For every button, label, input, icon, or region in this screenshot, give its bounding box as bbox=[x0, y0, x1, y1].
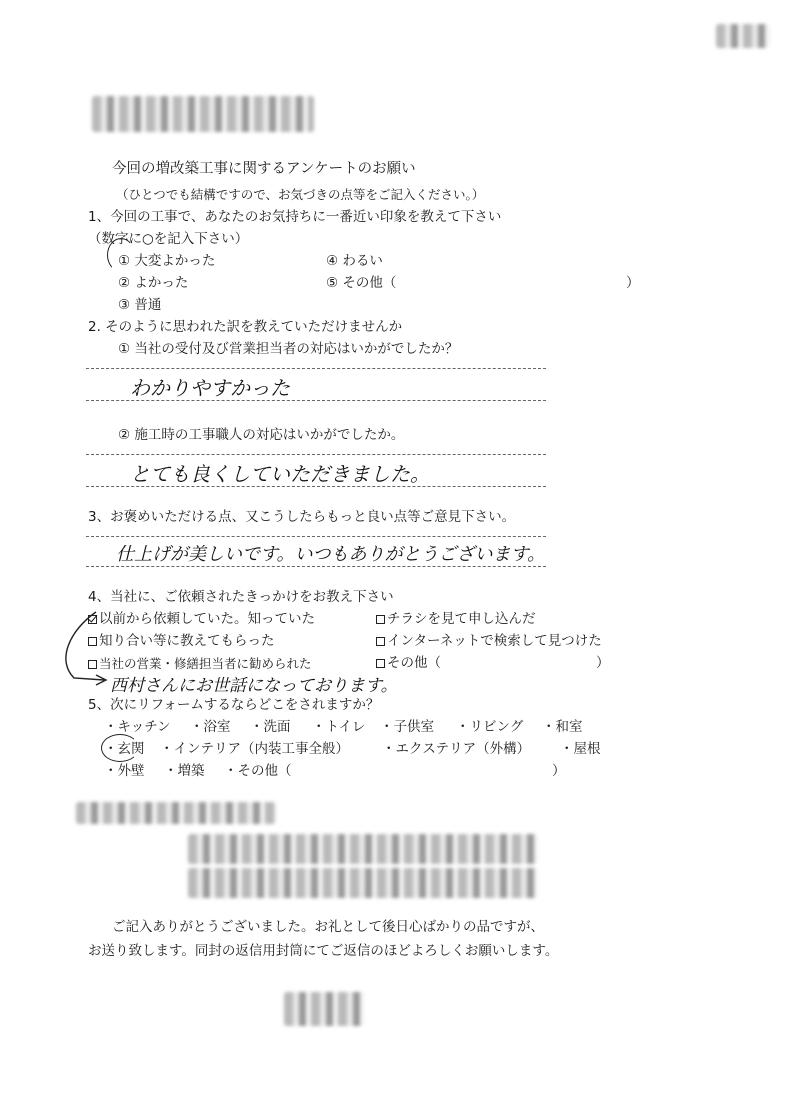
q5-option-living: ・リビング bbox=[456, 719, 524, 735]
q2-question: 2. そのように思われた訳を教えていただけませんか bbox=[88, 319, 403, 335]
q3-question: 3、お褒めいただける点、又こうしたらもっと良い点等ご意見下さい。 bbox=[88, 509, 516, 525]
q4-option-2-label: チラシを見て申し込んだ bbox=[387, 611, 536, 627]
q1-instruction: （数字に○を記入下さい） bbox=[88, 231, 249, 247]
q4-option-6-label: その他（ bbox=[387, 655, 441, 671]
q3-answer: 仕上げが美しいです。いつもありがとうございます。 bbox=[116, 544, 546, 565]
q2-sub1: ① 当社の受付及び営業担当者の対応はいかがでしたか？ bbox=[118, 341, 459, 357]
q1-option-5: ⑤ その他（ bbox=[326, 275, 397, 291]
q4-option-1-label: 以前から依頼していた。知っていた bbox=[99, 611, 315, 627]
q5-option-japanese-room: ・和室 bbox=[542, 719, 583, 735]
q2-answer2: とても良くしていただきました。 bbox=[130, 462, 430, 486]
q1-option-4: ④ わるい bbox=[326, 253, 383, 269]
q5-option-washroom: ・洗面 bbox=[250, 719, 291, 735]
q1-option-1: ① 大変よかった bbox=[118, 253, 216, 269]
q5-option-bath: ・浴室 bbox=[190, 719, 231, 735]
q1-option-3: ③ 普通 bbox=[118, 297, 162, 313]
q4-question: 4、当社に、ご依頼されたきっかけをお教え下さい bbox=[88, 589, 394, 605]
q5-option-other: ・その他（ bbox=[224, 763, 292, 779]
page-title: 今回の増改築工事に関するアンケートのお願い bbox=[112, 161, 416, 177]
q2-sub2: ② 施工時の工事職人の対応はいかがでしたか。 bbox=[118, 427, 405, 443]
q4-handwritten-note: 西村さんにお世話になっております。 bbox=[110, 676, 398, 696]
q5-option-entrance: ・玄関 bbox=[104, 741, 145, 757]
q1-option-2: ② よかった bbox=[118, 275, 189, 291]
q5-option-exterior: ・エクステリア（外構） bbox=[382, 741, 531, 757]
q5-option-roof: ・屋根 bbox=[560, 741, 601, 757]
q4-other-close: ） bbox=[596, 655, 610, 671]
closing-line1: ご記入ありがとうございました。お礼として後日心ばかりの品ですが、 bbox=[112, 919, 544, 935]
q4-option-5-label: 当社の営業・修繕担当者に勧められた bbox=[99, 656, 312, 671]
q5-option-toilet: ・トイレ bbox=[312, 719, 366, 735]
q5-option-interior: ・インテリア（内装工事全般） bbox=[160, 741, 349, 757]
q4-option-4-label: インターネットで検索して見つけた bbox=[387, 633, 602, 649]
q5-question: 5、次にリフォームするならどこをされますか？ bbox=[88, 697, 380, 713]
q1-question: 1、今回の工事で、あなたのお気持ちに一番近い印象を教えて下さい bbox=[88, 209, 502, 225]
q5-other-close: ） bbox=[552, 763, 566, 779]
page-subtitle: （ひとつでも結構ですので、お気づきの点等をご記入ください。） bbox=[116, 187, 485, 202]
q2-answer1: わかりやすかった bbox=[130, 376, 290, 400]
q5-option-outer-wall: ・外壁 bbox=[104, 763, 145, 779]
q5-option-kids-room: ・子供室 bbox=[380, 719, 434, 735]
closing-line2: お送り致します。同封の返信用封筒にてご返信のほどよろしくお願いします。 bbox=[88, 943, 559, 959]
q4-option-3-label: 知り合い等に教えてもらった bbox=[99, 633, 275, 649]
q5-option-kitchen: ・キッチン bbox=[104, 719, 171, 735]
q5-selected-circle bbox=[101, 734, 139, 762]
q1-other-close: ） bbox=[626, 275, 640, 291]
q5-option-extension: ・増築 bbox=[164, 763, 205, 779]
